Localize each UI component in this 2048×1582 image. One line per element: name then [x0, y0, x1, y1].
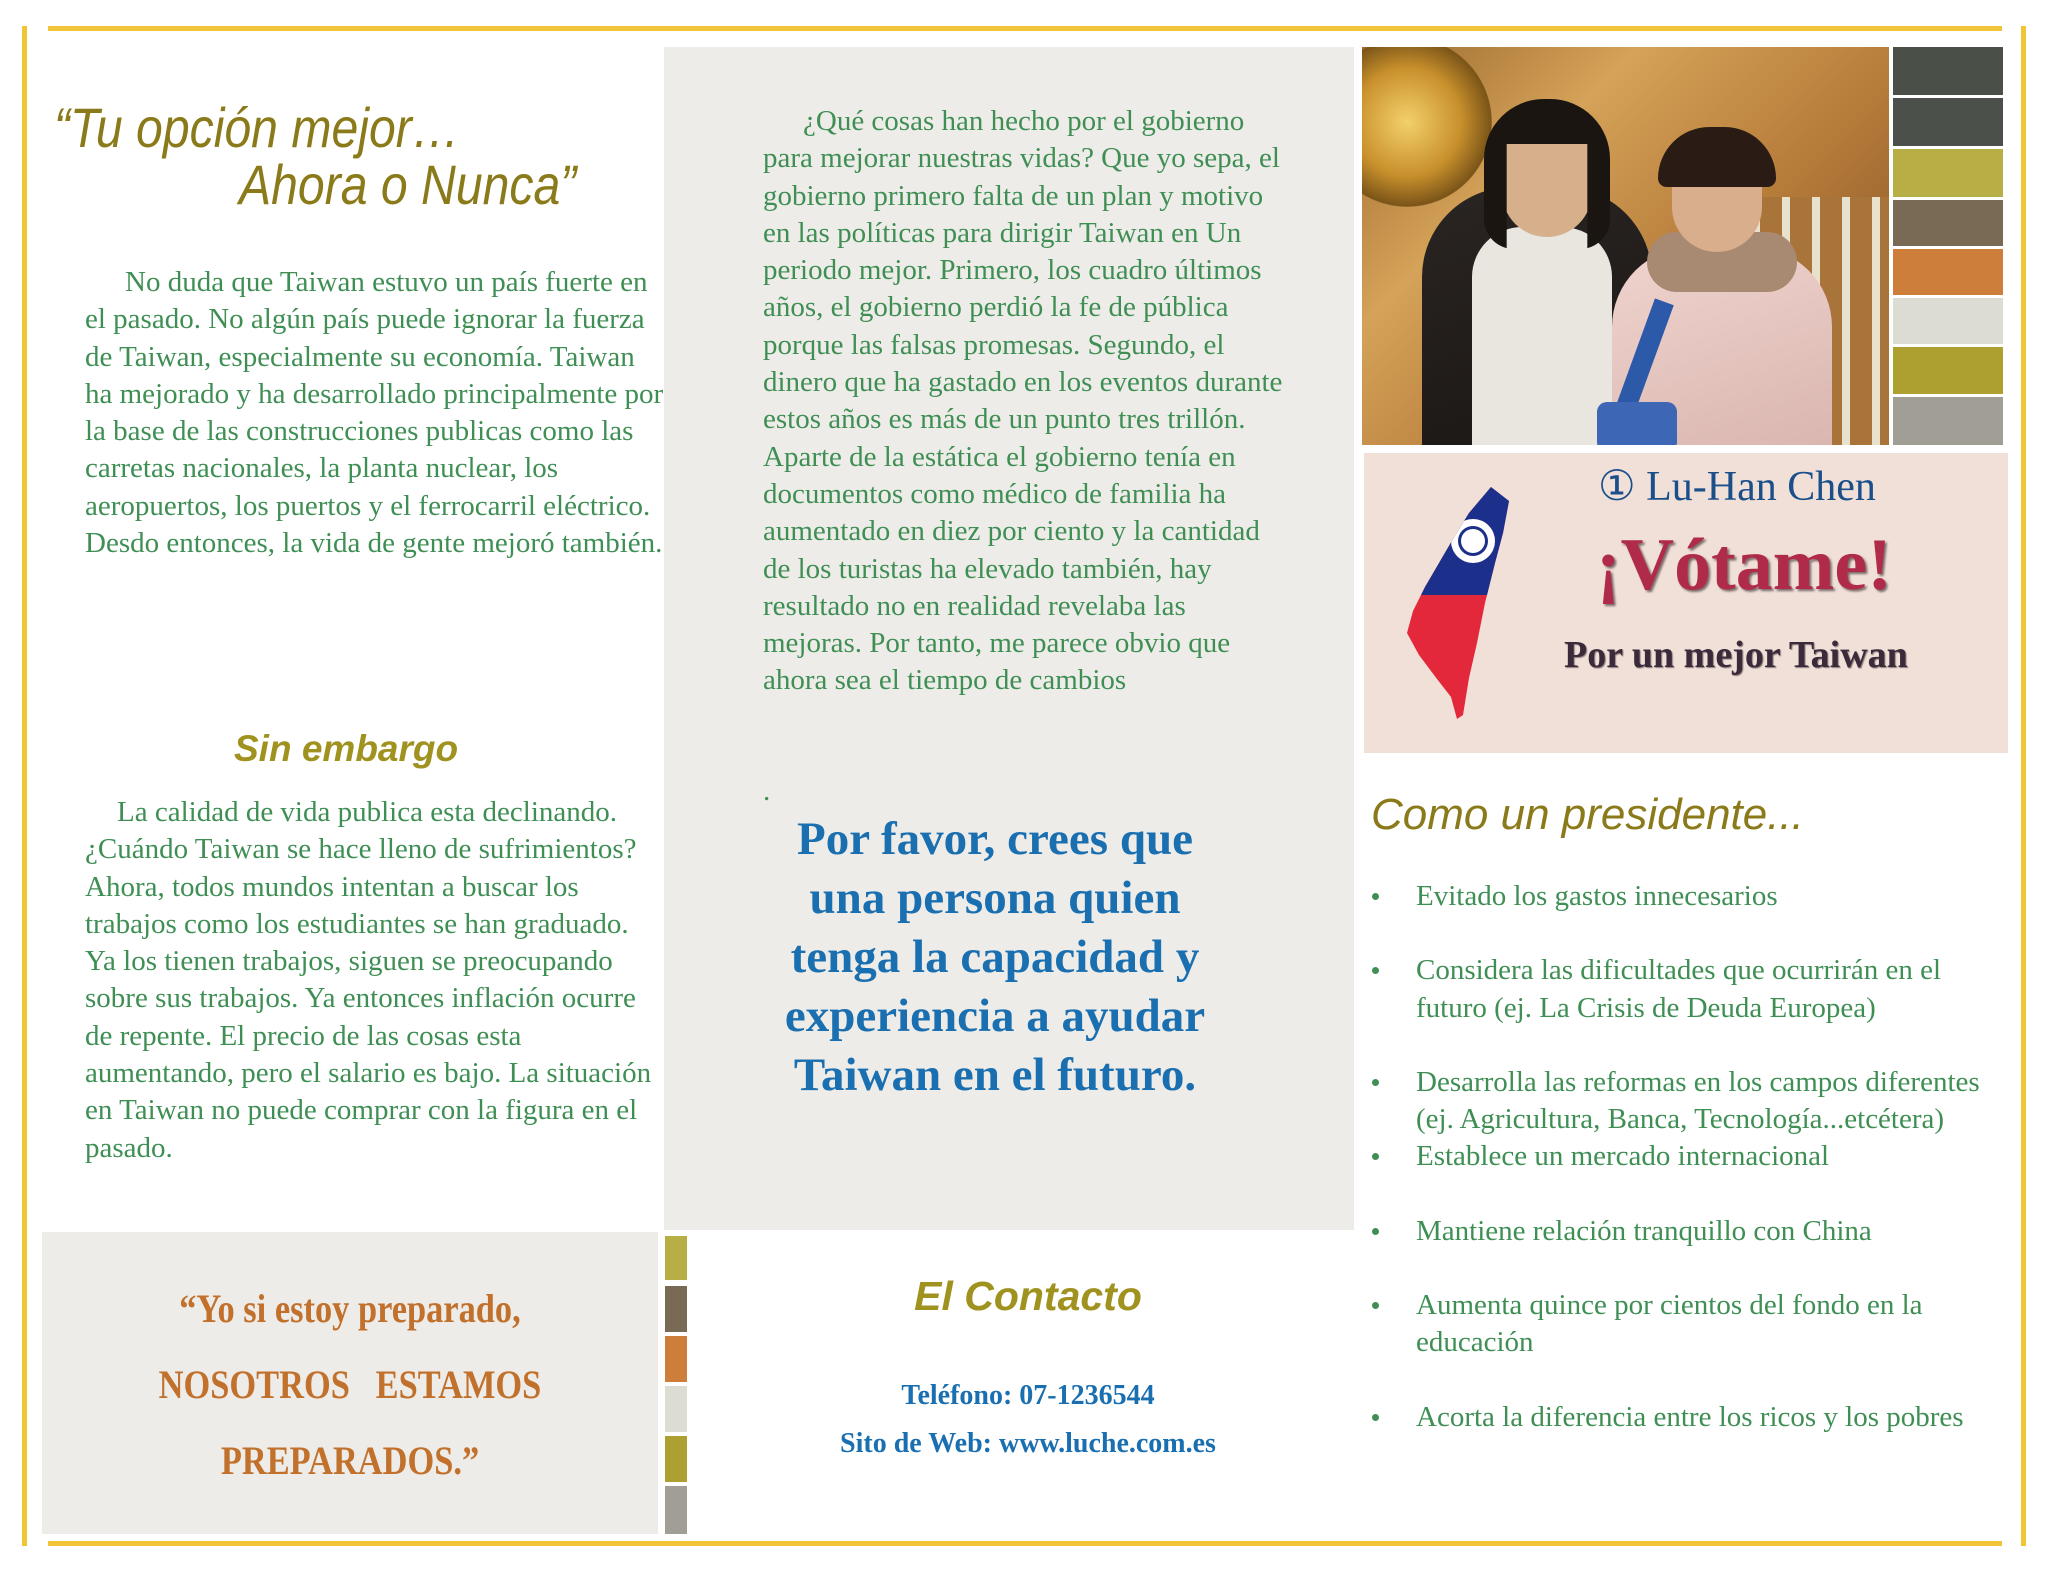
swatch-strip-small-6 [665, 1486, 687, 1534]
middle-paragraph: ¿Qué cosas han hecho por el gobierno para mejorar nuestras vidas? Que yo sepa, el gobierno primero falta de un plan y motivo en las políticas para dirigir Taiwan en Un periodo mejor. Primero, los cuadro últimos años, el gobierno perdió la fe de pública porque las falsas promesas. Segundo, el dinero que ha gastado en los eventos durante estos años es más de un punto tres trillón. Aparte de la estática el gobierno tenía en documentos como médico de familia ha aumentado en diez por ciento y la cantidad de los turistas ha elevado también, hay resultado no en realidad revelaba las mejoras. Por tanto, me parece obvio que ahora sea el tiempo de cambios [763, 105, 1283, 697]
bullet-icon [1372, 1079, 1379, 1086]
person-right-hair [1658, 127, 1776, 187]
list-item: Establece un mercado internacional [1370, 1138, 1990, 1175]
contact-section [692, 1232, 1364, 1532]
palette-swatch-5 [1893, 249, 2003, 295]
vote-slogan: Por un mejor Taiwan [1564, 634, 1908, 676]
title-line-1: “Tu opción mejor… [54, 96, 460, 159]
palette-swatch-1 [1893, 47, 2003, 95]
quote-box [42, 1232, 658, 1534]
quote-line-3: PREPARADOS.” [220, 1438, 480, 1483]
bullet-icon [1372, 893, 1379, 900]
bullet-icon [1372, 967, 1379, 974]
title-line-2: Ahora o Nunca” [239, 153, 577, 216]
list-item: Aumenta quince por cientos del fondo en la educación [1370, 1287, 1990, 1362]
intro-paragraph: No duda que Taiwan estuvo un país fuerte en el pasado. No algún país puede ignorar la fuerza de Taiwan, especialmente su economía. Taiwan ha mejorado y ha desarrollado principalmente por la base de las construcciones publicas como las carretas nacionales, la planta nuclear, los aeropuertos, los puertos y el ferrocarril eléctrico. Desdo entonces, la vida de gente mejoró también. [85, 266, 664, 560]
list-item: Considera las dificultades que ocurrirán en el futuro (ej. La Crisis de Deuda Europea) [1370, 952, 1990, 1027]
quote-line-2: NOSOTROS ESTAMOS [158, 1362, 542, 1407]
palette-swatch-6 [1893, 298, 2003, 344]
sunburst-mirror [1362, 47, 1492, 207]
bottom-border-line [48, 1541, 2002, 1546]
left-border-line [22, 26, 27, 1546]
swatch-strip-small-1 [665, 1236, 687, 1280]
list-item: Mantiene relación tranquillo con China [1370, 1213, 1990, 1250]
taiwan-flag-map-icon [1399, 483, 1519, 723]
swatch-strip-small-5 [665, 1436, 687, 1482]
palette-swatch-8 [1893, 397, 2003, 445]
palette-swatch-2 [1893, 98, 2003, 146]
quote-line-1: “Yo si estoy preparado, [179, 1286, 521, 1331]
website-link[interactable]: Sito de Web: www.luche.com.es [840, 1428, 1216, 1459]
presidente-section [1364, 760, 2014, 1520]
list-item: Evitado los gastos innecesarios [1370, 878, 1990, 915]
candidate-name: ① Lu-Han Chen [1598, 464, 1876, 510]
top-border-line [48, 26, 2002, 31]
left-panel [36, 40, 664, 1220]
swatch-strip-small-4 [665, 1386, 687, 1432]
appeal-text: Por favor, crees que una persona quien tenga la capacidad y experiencia a ayudar Taiwan en el futuro. [784, 813, 1206, 1101]
presidente-heading: Como un presidente... [1371, 790, 1804, 839]
right-border-line [2021, 26, 2026, 1546]
person-left-jacket [1472, 227, 1612, 445]
contact-heading: El Contacto [914, 1273, 1142, 1319]
list-item: Desarrolla las reformas en los campos diferentes (ej. Agricultura, Banca, Tecnología...etcétera) [1370, 1064, 1990, 1139]
vote-heading: ¡Vótame! [1596, 524, 1892, 606]
phone-text: Teléfono: 07-1236544 [901, 1380, 1155, 1411]
bullet-icon [1372, 1414, 1379, 1421]
palette-swatch-4 [1893, 200, 2003, 246]
second-paragraph: La calidad de vida publica esta declinando. ¿Cuándo Taiwan se hace lleno de sufrimientos? Ahora, todos mundos intentan a buscar los trabajos como los estudiantes se han graduado. Ya los tienen trabajos, siguen se preocupando sobre sus trabajos. Ya entonces inflación ocurre de repente. El precio de las cosas esta aumentando, pero el salario es bajo. La situación en Taiwan no puede comprar con la figura en el pasado. [85, 796, 652, 1164]
list-item: Acorta la diferencia entre los ricos y los pobres [1370, 1399, 1990, 1436]
person-right-bag [1597, 402, 1677, 445]
candidate-photo [1362, 47, 1889, 445]
palette-swatch-7 [1893, 347, 2003, 394]
bullet-icon [1372, 1302, 1379, 1309]
swatch-strip-small-3 [665, 1336, 687, 1382]
swatch-strip-small-2 [665, 1286, 687, 1332]
bullet-icon [1372, 1153, 1379, 1160]
vote-box [1364, 453, 2008, 753]
middle-trailing-dot: . [763, 775, 771, 807]
section-heading-sin-embargo: Sin embargo [234, 728, 459, 769]
middle-panel [664, 47, 1354, 1230]
promise-list [1370, 878, 1990, 1436]
bullet-icon [1372, 1228, 1379, 1235]
palette-swatch-3 [1893, 149, 2003, 197]
